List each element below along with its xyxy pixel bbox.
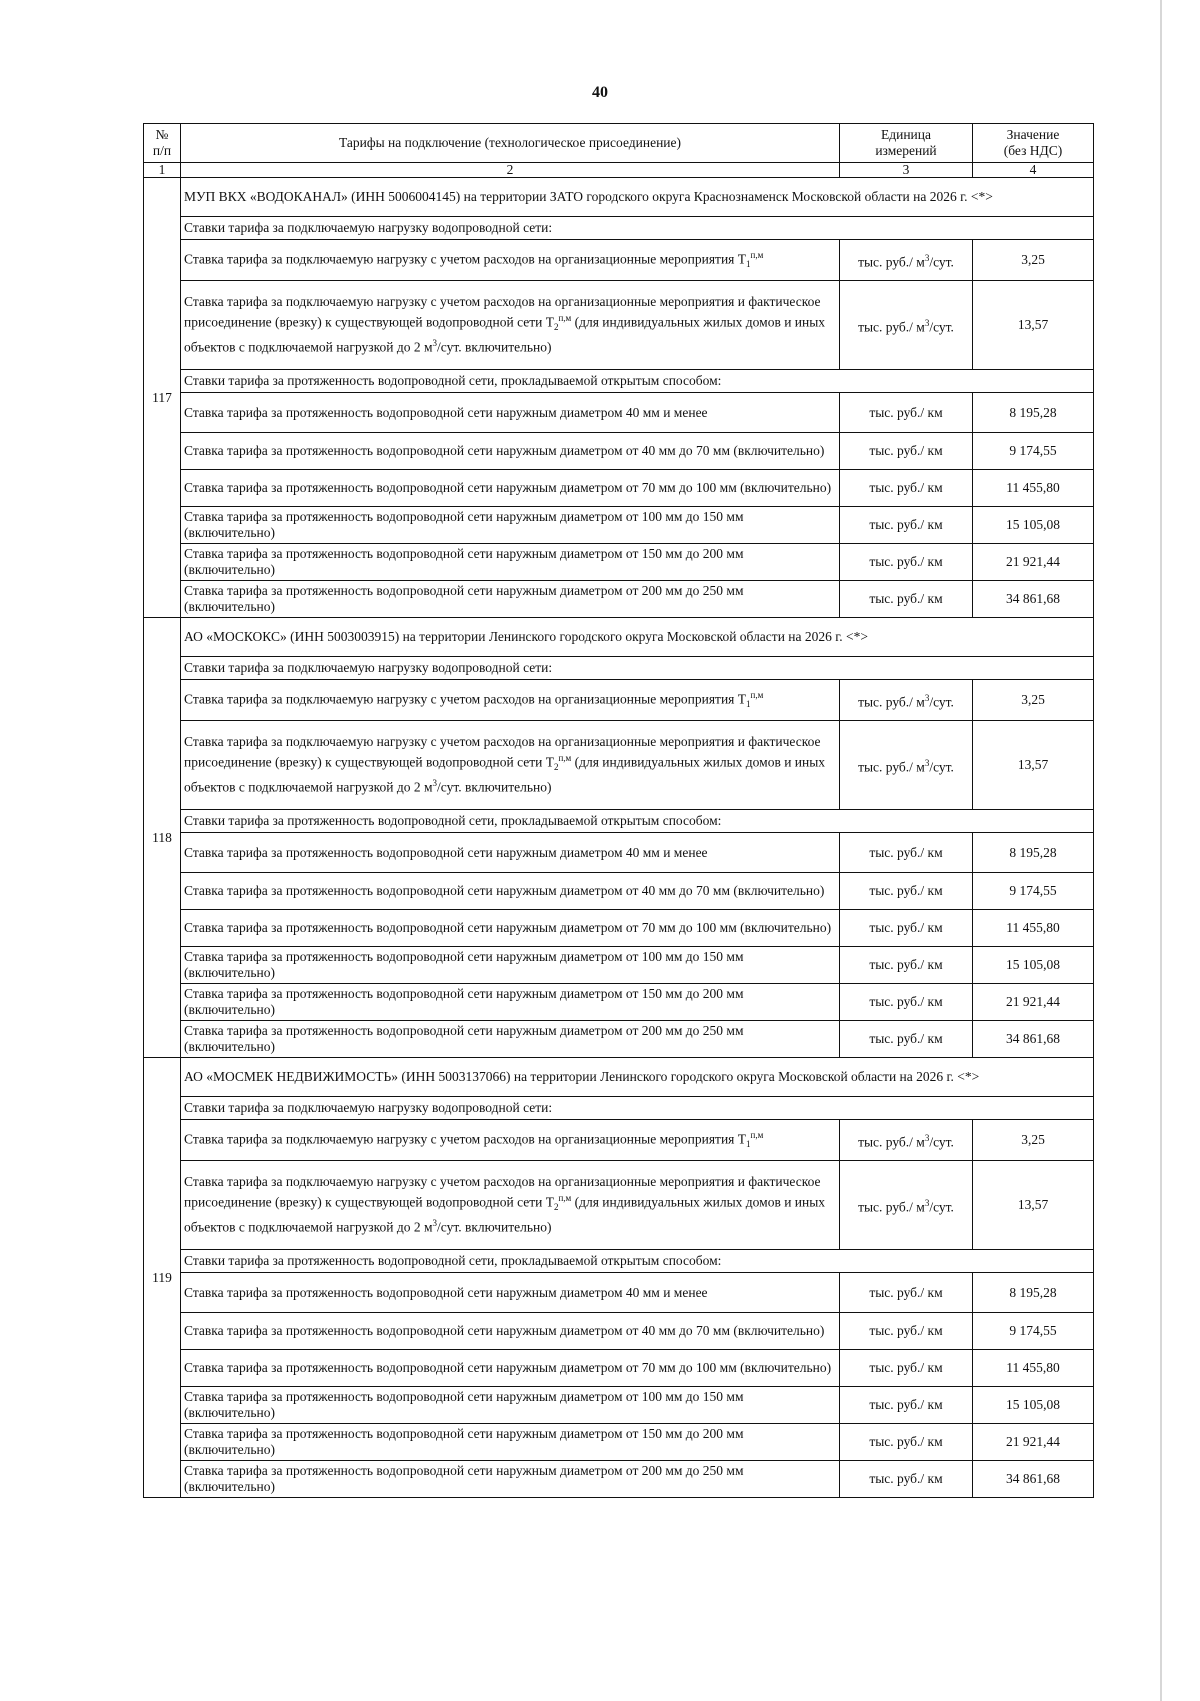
diameter-value: 9 174,55 — [973, 1313, 1094, 1350]
diameter-value: 21 921,44 — [973, 984, 1094, 1021]
tariff-t1-unit — [840, 680, 973, 721]
organization-row — [144, 1058, 1094, 1097]
section-length-label: Ставки тарифа за протяженность водопроводной сети, прокладываемой открытым способом: — [181, 370, 1094, 393]
tariff-t2-text-c: /сут. включительно) — [437, 1219, 552, 1235]
diameter-value: 11 455,80 — [973, 910, 1094, 947]
tariff-t1-text: Ставка тарифа за подключаемую нагрузку с учетом расходов на организационные мероприятия Т — [184, 691, 747, 707]
diameter-unit: тыс. руб./ км — [840, 1350, 973, 1387]
organization-title: МУП ВКХ «ВОДОКАНАЛ» (ИНН 5006004145) на территории ЗАТО городского округа Краснознаменск Московской области на 2026 г. <*> — [181, 178, 1094, 217]
tariff-row-t2 — [144, 721, 1094, 810]
diameter-label: Ставка тарифа за протяженность водопроводной сети наружным диаметром 40 мм и менее — [181, 393, 840, 433]
diameter-value: 21 921,44 — [973, 544, 1094, 581]
section-row — [144, 810, 1094, 833]
diameter-label: Ставка тарифа за протяженность водопроводной сети наружным диаметром 40 мм и менее — [181, 1273, 840, 1313]
section-row — [144, 217, 1094, 240]
tariff-t1-subscript: 1 — [746, 1139, 751, 1150]
tariff-t1-superscript: п,м — [750, 250, 764, 261]
tariff-t2-superscript: п,м — [558, 313, 572, 324]
tariff-t2-text: Ставка тарифа за подключаемую нагрузку с учетом расходов на организационные мероприятия и фактическое присоединение (врезку) к существующей водопроводной сети Т — [184, 1174, 821, 1210]
tariff-row-diameter — [144, 433, 1094, 470]
diameter-unit: тыс. руб./ км — [840, 433, 973, 470]
tariff-t2-value: 13,57 — [973, 1161, 1094, 1250]
diameter-label: Ставка тарифа за протяженность водопроводной сети наружным диаметром от 40 мм до 70 мм (включительно) — [181, 433, 840, 470]
section-load-label: Ставки тарифа за подключаемую нагрузку водопроводной сети: — [181, 1097, 1094, 1120]
diameter-label: Ставка тарифа за протяженность водопроводной сети наружным диаметром от 100 мм до 150 мм (включительно) — [181, 947, 840, 984]
header-title: Тарифы на подключение (технологическое присоединение) — [181, 124, 840, 163]
diameter-value: 9 174,55 — [973, 433, 1094, 470]
tariff-row-diameter — [144, 947, 1094, 984]
unit-load-superscript: 3 — [924, 757, 930, 768]
tariff-t2-text-b: (для индивидуальных жилых домов и иных объектов с подключаемой нагрузкой до 2 м — [184, 1194, 826, 1235]
unit-load-suffix: /сут. — [929, 759, 954, 775]
header-num-line2: п/п — [152, 143, 172, 158]
tariff-t2-unit — [840, 1161, 973, 1250]
diameter-value: 34 861,68 — [973, 1021, 1094, 1058]
tariff-t2-superscript: п,м — [558, 1193, 572, 1204]
diameter-unit: тыс. руб./ км — [840, 873, 973, 910]
diameter-label: Ставка тарифа за протяженность водопроводной сети наружным диаметром от 70 мм до 100 мм (включительно) — [181, 910, 840, 947]
tariff-row-diameter — [144, 1461, 1094, 1498]
tariff-row-t2 — [144, 281, 1094, 370]
tariff-t1-label — [181, 240, 840, 281]
tariff-t2-label — [181, 281, 840, 370]
diameter-label: Ставка тарифа за протяженность водопроводной сети наружным диаметром от 200 мм до 250 мм (включительно) — [181, 1461, 840, 1498]
diameter-unit: тыс. руб./ км — [840, 581, 973, 618]
unit-load-superscript: 3 — [924, 1132, 930, 1143]
section-row — [144, 1250, 1094, 1273]
scan-edge-line — [1160, 0, 1162, 1701]
section-row — [144, 657, 1094, 680]
tariff-t2-subscript: 2 — [553, 322, 559, 333]
column-number-row — [144, 163, 1094, 178]
diameter-value: 21 921,44 — [973, 1424, 1094, 1461]
diameter-unit: тыс. руб./ км — [840, 947, 973, 984]
tariff-row-t1 — [144, 240, 1094, 281]
diameter-label: Ставка тарифа за протяженность водопроводной сети наружным диаметром от 150 мм до 200 мм (включительно) — [181, 1424, 840, 1461]
unit-load-superscript: 3 — [924, 692, 930, 703]
header-unit-line2: измерений — [875, 143, 937, 158]
column-number: 1 — [144, 163, 181, 178]
header-unit — [840, 124, 973, 163]
tariff-row-diameter — [144, 984, 1094, 1021]
tariff-t2-text-c: /сут. включительно) — [437, 339, 552, 355]
tariff-t2-m3-superscript: 3 — [432, 778, 438, 789]
diameter-unit: тыс. руб./ км — [840, 833, 973, 873]
unit-load-superscript: 3 — [924, 1197, 930, 1208]
column-number: 2 — [181, 163, 840, 178]
tariff-t1-unit — [840, 1120, 973, 1161]
diameter-label: Ставка тарифа за протяженность водопроводной сети наружным диаметром от 200 мм до 250 мм (включительно) — [181, 581, 840, 618]
tariff-t2-text: Ставка тарифа за подключаемую нагрузку с учетом расходов на организационные мероприятия и фактическое присоединение (врезку) к существующей водопроводной сети Т — [184, 294, 821, 330]
tariff-body — [144, 178, 1094, 1498]
organization-title: АО «МОСКОКС» (ИНН 5003003915) на территории Ленинского городского округа Московской области на 2026 г. <*> — [181, 618, 1094, 657]
tariff-row-diameter — [144, 1387, 1094, 1424]
diameter-unit: тыс. руб./ км — [840, 1313, 973, 1350]
header-unit-line1: Единица — [880, 127, 931, 142]
tariff-t1-text: Ставка тарифа за подключаемую нагрузку с учетом расходов на организационные мероприятия Т — [184, 251, 747, 267]
tariff-t1-superscript: п,м — [750, 1130, 764, 1141]
diameter-label: Ставка тарифа за протяженность водопроводной сети наружным диаметром от 70 мм до 100 мм (включительно) — [181, 470, 840, 507]
unit-load-text: тыс. руб./ м — [858, 254, 925, 270]
organization-row — [144, 178, 1094, 217]
unit-load-text: тыс. руб./ м — [858, 1134, 925, 1150]
tariff-row-diameter — [144, 1273, 1094, 1313]
tariff-row-diameter — [144, 1350, 1094, 1387]
page-number: 40 — [592, 84, 608, 101]
diameter-value: 15 105,08 — [973, 947, 1094, 984]
tariff-row-diameter — [144, 393, 1094, 433]
tariff-table — [143, 123, 1094, 1498]
column-number: 3 — [840, 163, 973, 178]
tariff-t2-text-b: (для индивидуальных жилых домов и иных объектов с подключаемой нагрузкой до 2 м — [184, 314, 826, 355]
diameter-label: Ставка тарифа за протяженность водопроводной сети наружным диаметром от 100 мм до 150 мм (включительно) — [181, 1387, 840, 1424]
tariff-t1-superscript: п,м — [750, 690, 764, 701]
tariff-t1-subscript: 1 — [746, 259, 751, 270]
diameter-value: 9 174,55 — [973, 873, 1094, 910]
unit-load-suffix: /сут. — [929, 254, 954, 270]
tariff-t2-text-c: /сут. включительно) — [437, 779, 552, 795]
diameter-value: 15 105,08 — [973, 1387, 1094, 1424]
tariff-t1-value: 3,25 — [973, 680, 1094, 721]
diameter-unit: тыс. руб./ км — [840, 1461, 973, 1498]
organization-number: 117 — [144, 178, 181, 618]
tariff-row-diameter — [144, 544, 1094, 581]
table-header-row — [144, 124, 1094, 163]
tariff-row-diameter — [144, 581, 1094, 618]
tariff-row-diameter — [144, 1313, 1094, 1350]
diameter-value: 34 861,68 — [973, 581, 1094, 618]
tariff-t2-text: Ставка тарифа за подключаемую нагрузку с учетом расходов на организационные мероприятия и фактическое присоединение (врезку) к существующей водопроводной сети Т — [184, 734, 821, 770]
tariff-t2-unit — [840, 281, 973, 370]
tariff-t1-value: 3,25 — [973, 1120, 1094, 1161]
section-row — [144, 1097, 1094, 1120]
column-number: 4 — [973, 163, 1094, 178]
diameter-unit: тыс. руб./ км — [840, 1273, 973, 1313]
organization-row — [144, 618, 1094, 657]
diameter-unit: тыс. руб./ км — [840, 910, 973, 947]
tariff-t2-text-b: (для индивидуальных жилых домов и иных объектов с подключаемой нагрузкой до 2 м — [184, 754, 826, 795]
tariff-t2-value: 13,57 — [973, 281, 1094, 370]
tariff-row-diameter — [144, 1424, 1094, 1461]
diameter-value: 8 195,28 — [973, 393, 1094, 433]
header-value-line2: (без НДС) — [1003, 143, 1063, 158]
diameter-unit: тыс. руб./ км — [840, 544, 973, 581]
tariff-t1-label — [181, 680, 840, 721]
diameter-unit: тыс. руб./ км — [840, 393, 973, 433]
unit-load-suffix: /сут. — [929, 1134, 954, 1150]
tariff-t1-unit — [840, 240, 973, 281]
unit-load-superscript: 3 — [924, 252, 930, 263]
diameter-value: 8 195,28 — [973, 1273, 1094, 1313]
tariff-t2-m3-superscript: 3 — [432, 1218, 438, 1229]
diameter-label: Ставка тарифа за протяженность водопроводной сети наружным диаметром от 150 мм до 200 мм (включительно) — [181, 984, 840, 1021]
diameter-label: Ставка тарифа за протяженность водопроводной сети наружным диаметром от 40 мм до 70 мм (включительно) — [181, 1313, 840, 1350]
diameter-unit: тыс. руб./ км — [840, 470, 973, 507]
unit-load-text: тыс. руб./ м — [858, 1199, 925, 1215]
tariff-row-diameter — [144, 833, 1094, 873]
tariff-t1-value: 3,25 — [973, 240, 1094, 281]
diameter-value: 8 195,28 — [973, 833, 1094, 873]
diameter-value: 11 455,80 — [973, 1350, 1094, 1387]
section-load-label: Ставки тарифа за подключаемую нагрузку водопроводной сети: — [181, 217, 1094, 240]
tariff-t2-label — [181, 721, 840, 810]
section-row — [144, 370, 1094, 393]
diameter-label: Ставка тарифа за протяженность водопроводной сети наружным диаметром от 100 мм до 150 мм (включительно) — [181, 507, 840, 544]
unit-load-text: тыс. руб./ м — [858, 759, 925, 775]
diameter-value: 34 861,68 — [973, 1461, 1094, 1498]
diameter-label: Ставка тарифа за протяженность водопроводной сети наружным диаметром 40 мм и менее — [181, 833, 840, 873]
diameter-label: Ставка тарифа за протяженность водопроводной сети наружным диаметром от 70 мм до 100 мм (включительно) — [181, 1350, 840, 1387]
tariff-t1-label — [181, 1120, 840, 1161]
header-num-line1: № — [155, 127, 169, 142]
tariff-t2-m3-superscript: 3 — [432, 338, 438, 349]
unit-load-superscript: 3 — [924, 317, 930, 328]
tariff-row-t2 — [144, 1161, 1094, 1250]
diameter-label: Ставка тарифа за протяженность водопроводной сети наружным диаметром от 150 мм до 200 мм (включительно) — [181, 544, 840, 581]
tariff-row-diameter — [144, 470, 1094, 507]
tariff-t2-superscript: п,м — [558, 753, 572, 764]
section-length-label: Ставки тарифа за протяженность водопроводной сети, прокладываемой открытым способом: — [181, 810, 1094, 833]
unit-load-text: тыс. руб./ м — [858, 694, 925, 710]
section-load-label: Ставки тарифа за подключаемую нагрузку водопроводной сети: — [181, 657, 1094, 680]
diameter-label: Ставка тарифа за протяженность водопроводной сети наружным диаметром от 40 мм до 70 мм (включительно) — [181, 873, 840, 910]
diameter-unit: тыс. руб./ км — [840, 1424, 973, 1461]
tariff-row-diameter — [144, 873, 1094, 910]
tariff-t2-subscript: 2 — [553, 1202, 559, 1213]
tariff-row-diameter — [144, 910, 1094, 947]
tariff-t2-subscript: 2 — [553, 762, 559, 773]
unit-load-suffix: /сут. — [929, 1199, 954, 1215]
organization-number: 118 — [144, 618, 181, 1058]
tariff-t2-value: 13,57 — [973, 721, 1094, 810]
diameter-value: 11 455,80 — [973, 470, 1094, 507]
tariff-row-t1 — [144, 680, 1094, 721]
tariff-row-diameter — [144, 1021, 1094, 1058]
tariff-t1-text: Ставка тарифа за подключаемую нагрузку с учетом расходов на организационные мероприятия Т — [184, 1131, 747, 1147]
tariff-t2-unit — [840, 721, 973, 810]
diameter-unit: тыс. руб./ км — [840, 507, 973, 544]
header-value-line1: Значение — [1006, 127, 1060, 142]
section-length-label: Ставки тарифа за протяженность водопроводной сети, прокладываемой открытым способом: — [181, 1250, 1094, 1273]
diameter-label: Ставка тарифа за протяженность водопроводной сети наружным диаметром от 200 мм до 250 мм (включительно) — [181, 1021, 840, 1058]
unit-load-suffix: /сут. — [929, 319, 954, 335]
diameter-unit: тыс. руб./ км — [840, 1021, 973, 1058]
tariff-row-diameter — [144, 507, 1094, 544]
diameter-unit: тыс. руб./ км — [840, 1387, 973, 1424]
unit-load-suffix: /сут. — [929, 694, 954, 710]
organization-title: АО «МОСМЕК НЕДВИЖИМОСТЬ» (ИНН 5003137066) на территории Ленинского городского округа Московской области на 2026 г. <*> — [181, 1058, 1094, 1097]
tariff-t2-label — [181, 1161, 840, 1250]
unit-load-text: тыс. руб./ м — [858, 319, 925, 335]
header-num — [144, 124, 181, 163]
tariff-row-t1 — [144, 1120, 1094, 1161]
organization-number: 119 — [144, 1058, 181, 1498]
diameter-unit: тыс. руб./ км — [840, 984, 973, 1021]
header-value — [973, 124, 1094, 163]
diameter-value: 15 105,08 — [973, 507, 1094, 544]
tariff-t1-subscript: 1 — [746, 699, 751, 710]
